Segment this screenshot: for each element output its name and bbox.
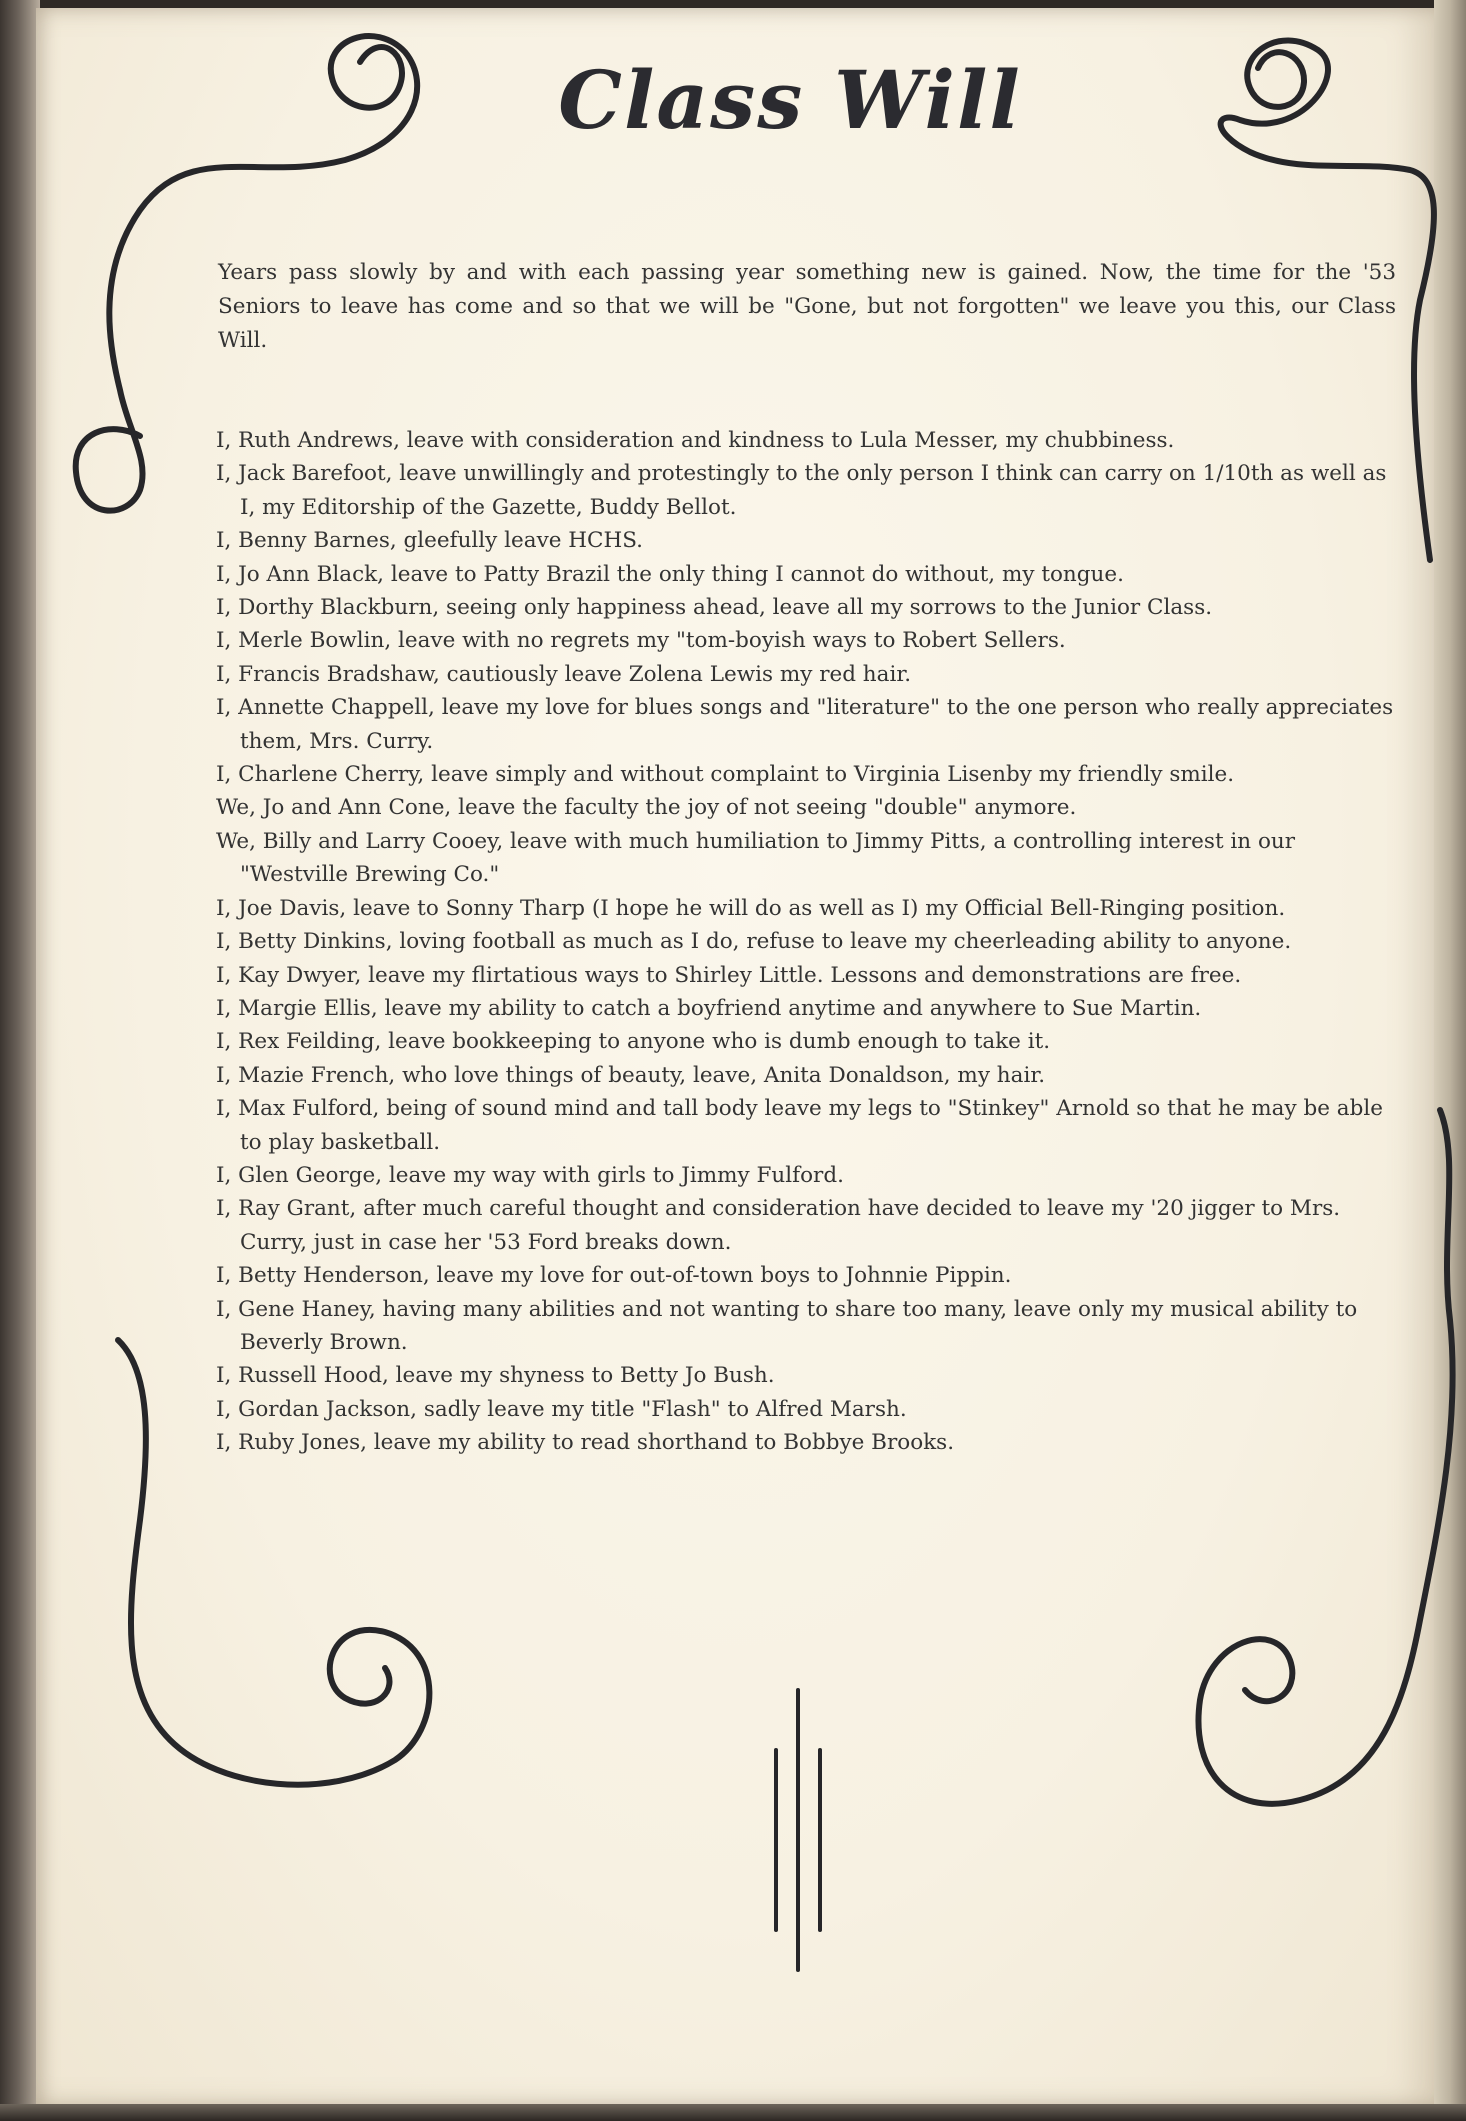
list-item: I, Mazie French, who love things of beauty, leave, Anita Donaldson, my hair. [216, 1062, 1046, 1088]
list-item: I, Margie Ellis, leave my ability to catch a boyfriend anytime and anywhere to Sue Martin. [216, 995, 1202, 1021]
list-item: I, Gordan Jackson, sadly leave my title "Flash" to Alfred Marsh. [216, 1396, 907, 1422]
page-right-edge [1434, 0, 1466, 2121]
list-item: I, Jo Ann Black, leave to Patty Brazil the only thing I cannot do without, my tongue. [216, 561, 1124, 587]
list-item: I, Merle Bowlin, leave with no regrets my "tom-boyish ways to Robert Sellers. [216, 628, 1066, 654]
page-top-edge [0, 0, 1466, 8]
list-item: I, Ruth Andrews, leave with consideration and kindness to Lula Messer, my chubbiness. [216, 428, 1175, 453]
list-item: I, Betty Dinkins, loving football as much as I do, refuse to leave my cheerleading ability to anyone. [216, 929, 1292, 955]
list-item: I, Glen George, leave my way with girls to Jimmy Fulford. [216, 1162, 844, 1188]
page-title: Class Will [558, 53, 1022, 147]
list-item: I, Benny Barnes, gleefully leave HCHS. [216, 528, 644, 554]
list-item: I, Ray Grant, after much careful thought and consideration have decided to leave my '20 jigger to Mrs. Curry, just in case her '53 Ford breaks down. [216, 1196, 1341, 1255]
list-item: I, Betty Henderson, leave my love for out-of-town boys to Johnnie Pippin. [216, 1263, 1012, 1289]
list-item: I, Joe Davis, leave to Sonny Tharp (I hope he will do as well as I) my Official Bell-Ringing position. [216, 895, 1286, 921]
bequest-list [216, 424, 1398, 1460]
book-binding [0, 0, 40, 2121]
list-item: I, Kay Dwyer, leave my flirtatious ways to Shirley Little. Lessons and demonstrations are free. [216, 962, 1242, 988]
list-item: I, Gene Haney, having many abilities and not wanting to share too many, leave only my musical ability to Beverly Brown. [216, 1296, 1358, 1355]
list-item: I, Ruby Jones, leave my ability to read shorthand to Bobbye Brooks. [216, 1430, 955, 1456]
list-item: We, Billy and Larry Cooey, leave with much humiliation to Jimmy Pitts, a controlling interest in our "Westville Brewing Co." [216, 828, 1296, 888]
list-item: I, Max Fulford, being of sound mind and tall body leave my legs to "Stinkey" Arnold so that he may be able to play basketball. [216, 1096, 1383, 1155]
list-item: I, Jack Barefoot, leave unwillingly and protestingly to the only person I think can carry on 1/10th as well as I, my Editorship of the Gazette, Buddy Bellot. [216, 461, 1387, 520]
list-item: I, Francis Bradshaw, cautiously leave Zolena Lewis my red hair. [216, 661, 912, 687]
list-item: I, Russell Hood, leave my shyness to Betty Jo Bush. [216, 1363, 775, 1389]
list-item: I, Annette Chappell, leave my love for blues songs and "literature" to the one person who really appreciates them, Mrs. Curry. [216, 695, 1394, 754]
page-bottom-edge [0, 2104, 1466, 2121]
list-item: I, Rex Feilding, leave bookkeeping to anyone who is dumb enough to take it. [216, 1029, 1051, 1055]
list-item: We, Jo and Ann Cone, leave the faculty the joy of not seeing "double" anymore. [216, 795, 1077, 821]
intro-paragraph: Years pass slowly by and with each passing year something new is gained. Now, the time for the '53 Seniors to leave has come and so that we will be "Gone, but not forgotten" we leave you this, our Class Will. [218, 260, 1396, 353]
list-item: I, Dorthy Blackburn, seeing only happiness ahead, leave all my sorrows to the Junior Class. [216, 595, 1213, 621]
list-item: I, Charlene Cherry, leave simply and without complaint to Virginia Lisenby my friendly smile. [216, 762, 1235, 788]
